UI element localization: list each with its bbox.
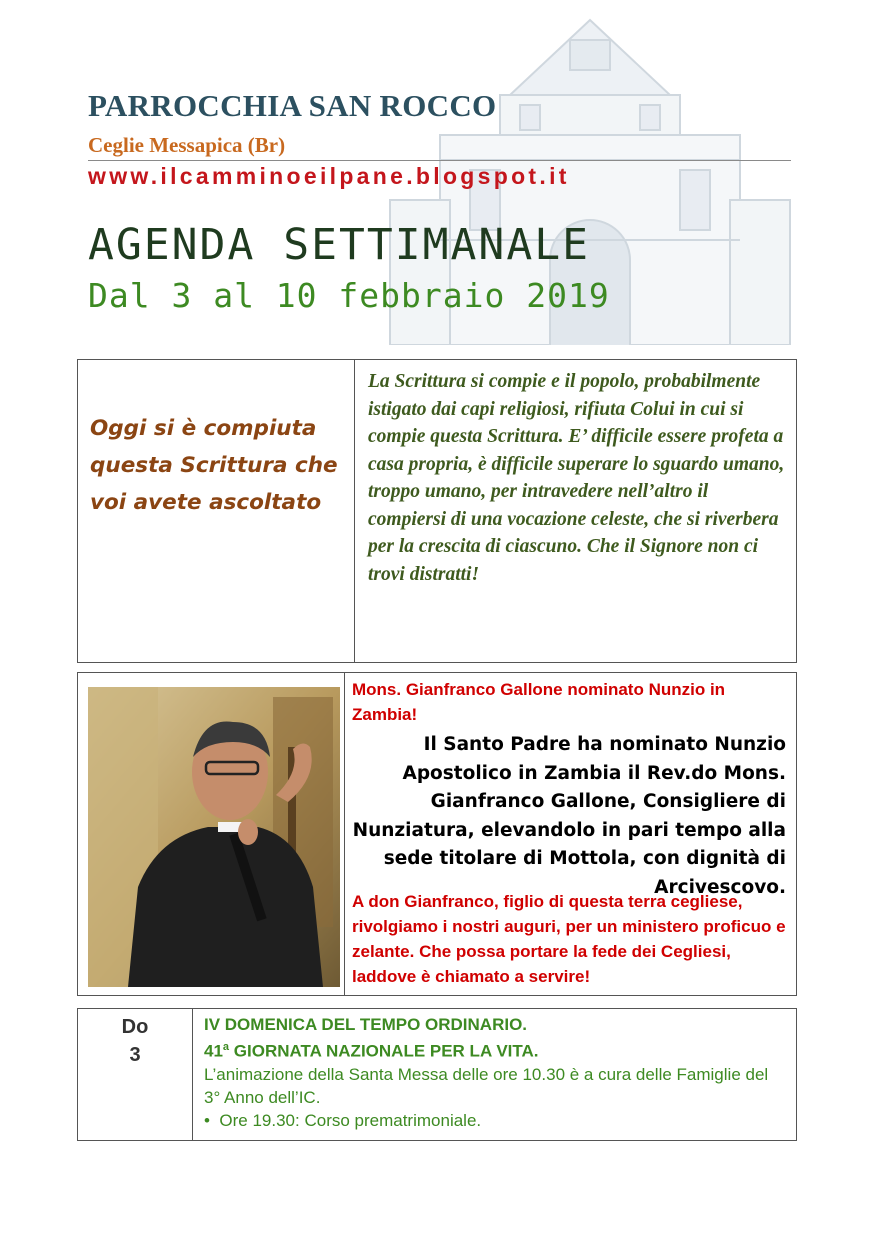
column-divider (344, 673, 345, 995)
schedule-events (204, 1013, 784, 1132)
column-divider (192, 1009, 193, 1140)
event-giornata-text: GIORNATA NAZIONALE PER LA VITA. (229, 1041, 539, 1061)
event-giornata (204, 1036, 784, 1063)
event-sunday-title: IV DOMENICA DEL TEMPO ORDINARIO. (204, 1015, 528, 1034)
event-giornata-sup: a (222, 1041, 230, 1053)
event-course: Ore 19.30: Corso prematrimoniale. (219, 1110, 482, 1130)
event-bullet-item (204, 1109, 784, 1132)
news-box (77, 672, 797, 996)
gospel-reflection: La Scrittura si compie e il popolo, probabilmente istigato dai capi religiosi, rifiuta Colui in cui si compie questa Scrittura. E’ difficile essere profeta a casa propria, è difficile superare lo sguardo umano, troppo umano, per intravedere nell’altro il compiersi di una vocazione celeste, che si riverbera per la crescita di ciascuno. Che il Signore non ci trovi distratti! (368, 371, 785, 585)
agenda-title: AGENDA SETTIMANALE (88, 220, 590, 270)
event-mass-animation: L’animazione della Santa Messa delle ore 10.30 è a cura delle Famiglie del 3° Anno dell’IC. (204, 1064, 769, 1107)
gospel-box (77, 359, 797, 663)
schedule-row (77, 1008, 797, 1141)
parish-title: PARROCCHIA SAN ROCCO (88, 88, 497, 123)
day-name: Do (121, 1016, 149, 1038)
header-divider (88, 160, 791, 161)
schedule-day (78, 1013, 192, 1069)
news-headline: Mons. Gianfranco Gallone nominato Nunzio in Zambia! (352, 680, 726, 724)
news-wishes: A don Gianfranco, figlio di questa terra cegliese, rivolgiamo i nostri auguri, per un ministero proficuo e zelante. Che possa portare la fede dei Cegliesi, laddove è chiamato a servire! (352, 892, 786, 986)
bullet-icon: • (204, 1110, 210, 1130)
day-number: 3 (129, 1044, 141, 1066)
column-divider (354, 360, 355, 662)
gospel-quote: Oggi si è compiuta questa Scrittura che voi avete ascoltato (90, 416, 338, 515)
parish-town: Ceglie Messapica (Br) (88, 133, 286, 157)
website-link[interactable]: www.ilcamminoeilpane.blogspot.it (88, 163, 570, 189)
event-giornata-number: 41 (204, 1041, 223, 1061)
news-body: Il Santo Padre ha nominato Nunzio Apostolico in Zambia il Rev.do Mons. Gianfranco Gallone, Consigliere di Nunziatura, elevandolo in pari tempo alla sede titolare di Mottola, con dignità di Arcivescovo. (352, 734, 786, 898)
agenda-date-range: Dal 3 al 10 febbraio 2019 (88, 276, 610, 315)
photo-mons-gallone (88, 687, 340, 987)
